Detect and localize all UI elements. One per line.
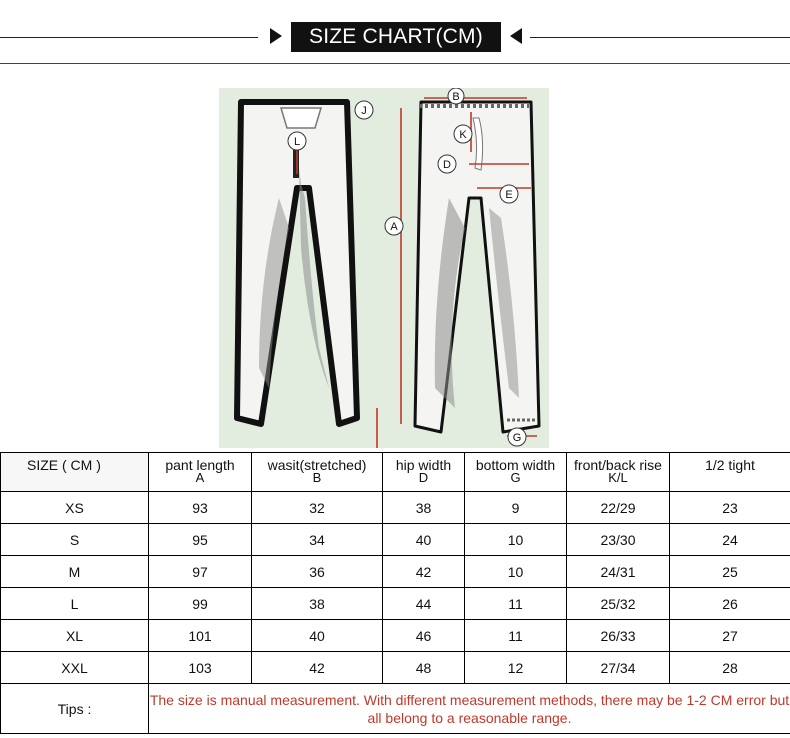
cell-half-tight: 26	[670, 588, 790, 620]
header-divider	[0, 63, 790, 64]
table-row	[1, 556, 790, 588]
cell-size: L	[1, 588, 149, 620]
size-table	[0, 452, 790, 734]
header-pant-length-code: A	[195, 470, 205, 485]
tips-text: The size is manual measurement. With different measurement methods, there may be 1-2 CM error but all belong to a reasonable range.	[149, 684, 790, 734]
header-waist-code: B	[312, 470, 322, 485]
table-row	[1, 524, 790, 556]
cell-pant-length: 97	[149, 556, 252, 588]
diagram-label-b-text: B	[452, 91, 460, 103]
cell-pant-length: 101	[149, 620, 252, 652]
tips-label: Tips :	[1, 684, 149, 734]
cell-hip-width: 40	[383, 524, 465, 556]
cell-waist: 32	[252, 492, 383, 524]
cell-rise: 24/31	[567, 556, 670, 588]
header-half-tight: 1/2 tight	[670, 453, 790, 492]
cell-pant-length: 99	[149, 588, 252, 620]
header	[0, 0, 790, 70]
page-title: SIZE CHART(CM)	[291, 22, 501, 52]
header-waist: wasit(stretched) B	[252, 453, 383, 492]
cell-bottom-width: 12	[465, 652, 567, 684]
table-row	[1, 620, 790, 652]
cell-rise: 22/29	[567, 492, 670, 524]
diagram-label-g-text: G	[512, 432, 522, 444]
cell-size: XL	[1, 620, 149, 652]
diagram-label-k-text: K	[459, 129, 467, 141]
cell-waist: 38	[252, 588, 383, 620]
cell-size: XXL	[1, 652, 149, 684]
cell-hip-width: 38	[383, 492, 465, 524]
cell-bottom-width: 10	[465, 524, 567, 556]
cell-waist: 36	[252, 556, 383, 588]
table-row	[1, 588, 790, 620]
table-row	[1, 492, 790, 524]
diagram-label-l-text: L	[293, 136, 301, 148]
table-header-row	[1, 453, 790, 492]
cell-half-tight: 27	[670, 620, 790, 652]
header-rule-right	[530, 37, 790, 38]
cell-rise: 26/33	[567, 620, 670, 652]
header-rise: front/back rise K/L	[567, 453, 670, 492]
title-notch-left	[270, 28, 282, 44]
cell-half-tight: 24	[670, 524, 790, 556]
cell-waist: 42	[252, 652, 383, 684]
cell-rise: 23/30	[567, 524, 670, 556]
header-rise-code: K/L	[608, 470, 628, 485]
diagram-label-e-text: E	[505, 189, 513, 201]
diagram-label-d-text: D	[443, 159, 451, 171]
cell-bottom-width: 11	[465, 588, 567, 620]
cell-half-tight: 23	[670, 492, 790, 524]
diagram-label-a-text: A	[390, 221, 398, 233]
diagram-label-j-text: J	[361, 105, 367, 117]
cell-size: M	[1, 556, 149, 588]
cell-size: XS	[1, 492, 149, 524]
cell-half-tight: 25	[670, 556, 790, 588]
tips-row	[1, 684, 790, 734]
header-hip-width: hip width D	[383, 453, 465, 492]
cell-pant-length: 93	[149, 492, 252, 524]
header-pant-length: pant length A	[149, 453, 252, 492]
header-bottom-width: bottom width G	[465, 453, 567, 492]
cell-bottom-width: 9	[465, 492, 567, 524]
pants-measurement-diagram	[219, 88, 549, 448]
cell-bottom-width: 11	[465, 620, 567, 652]
cell-hip-width: 48	[383, 652, 465, 684]
cell-waist: 40	[252, 620, 383, 652]
cell-bottom-width: 10	[465, 556, 567, 588]
cell-hip-width: 42	[383, 556, 465, 588]
cell-half-tight: 28	[670, 652, 790, 684]
cell-size: S	[1, 524, 149, 556]
cell-hip-width: 46	[383, 620, 465, 652]
cell-waist: 34	[252, 524, 383, 556]
table-row	[1, 652, 790, 684]
cell-rise: 27/34	[567, 652, 670, 684]
cell-pant-length: 95	[149, 524, 252, 556]
header-rule-left	[0, 37, 258, 38]
cell-rise: 25/32	[567, 588, 670, 620]
header-hip-width-code: D	[418, 470, 429, 485]
header-size: SIZE ( CM )	[1, 453, 149, 492]
header-bottom-width-code: G	[510, 470, 521, 485]
cell-hip-width: 44	[383, 588, 465, 620]
title-notch-right	[510, 28, 522, 44]
cell-pant-length: 103	[149, 652, 252, 684]
